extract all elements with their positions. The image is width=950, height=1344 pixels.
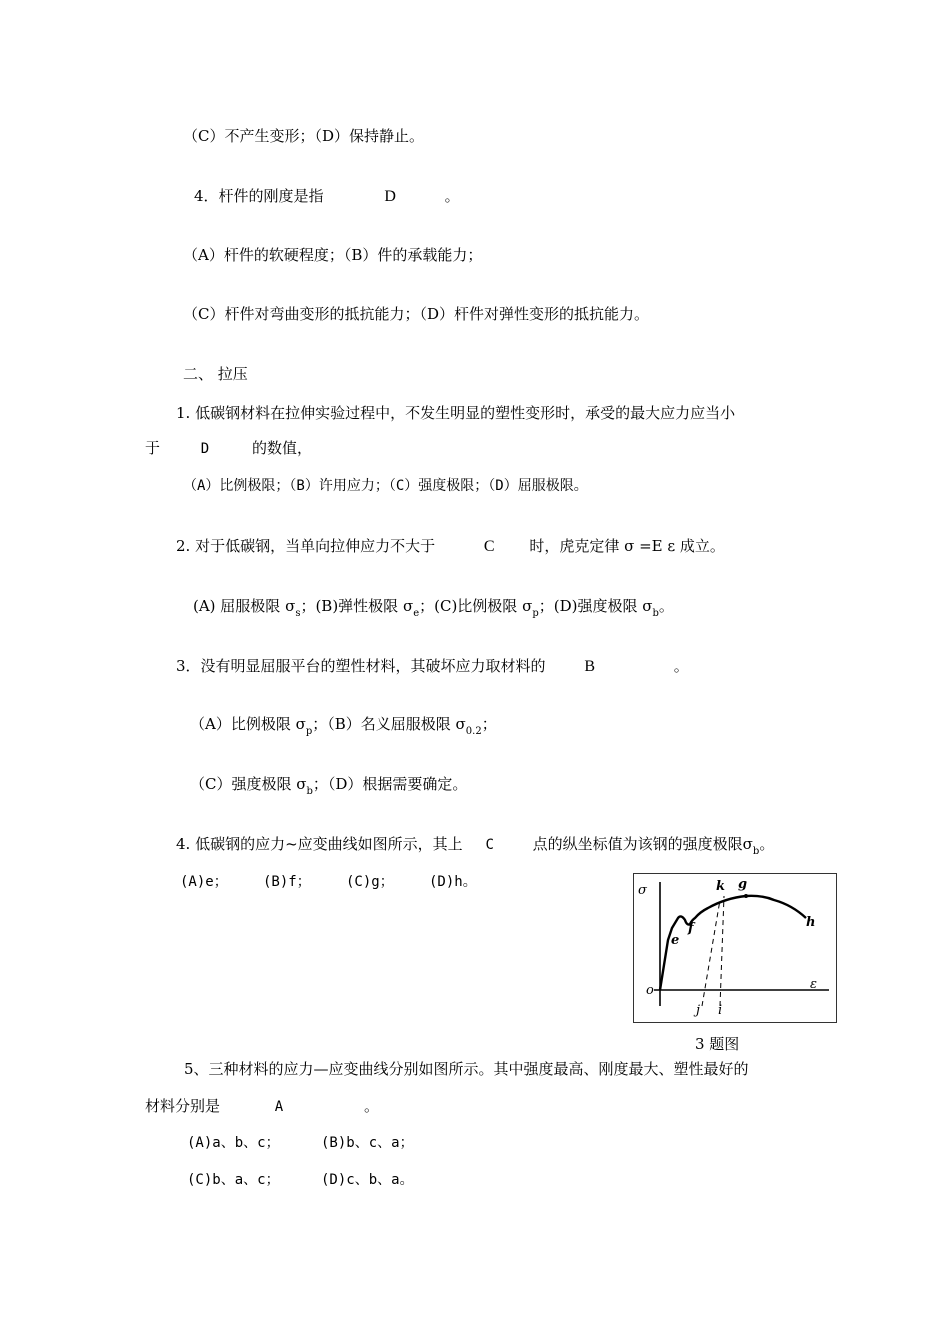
label-epsilon: ε (810, 977, 817, 992)
option-a: (A)e； (180, 874, 228, 890)
subscript: b (306, 786, 313, 797)
question-3-options-cd (190, 774, 467, 797)
label-f: f (688, 921, 694, 936)
option-c: (C)g； (346, 874, 394, 890)
label-e: e (671, 933, 680, 948)
label-sigma: σ (638, 883, 647, 898)
stress-strain-figure (633, 873, 837, 1023)
subscript: p (305, 726, 313, 737)
question-end: 。 (364, 1097, 380, 1115)
question-5-continued (145, 1096, 379, 1117)
label-j: j (696, 1003, 701, 1018)
question-end: 的数值， (252, 439, 313, 457)
question-text: 材料分别是 (145, 1097, 221, 1115)
question-4-stiffness (194, 186, 460, 207)
stress-strain-diagram (634, 874, 836, 1022)
question-end: 。 (673, 657, 689, 675)
answer: D (200, 441, 210, 457)
option-a: (A) 屈服极限 σ (193, 597, 296, 615)
option-d: (D)c、b、a。 (321, 1172, 414, 1188)
subscript: p (532, 608, 539, 619)
answer: C (483, 538, 495, 555)
subscript: b (752, 846, 760, 857)
options-cd: （C）杆件对弯曲变形的抵抗能力；（D）杆件对弹性变形的抵抗能力。 (183, 305, 650, 323)
question-4-curve (176, 834, 774, 857)
question-end: 时，虎克定律 σ =E ε 成立。 (529, 537, 725, 555)
option-a: （A）比例极限 σ (190, 715, 306, 733)
question-2-options (193, 596, 674, 619)
label-g: g (738, 877, 748, 892)
question-3-options-ab (190, 714, 497, 737)
question-text: 4. 低碳钢的应力~应变曲线如图所示，其上 (176, 835, 463, 853)
label-o: o (646, 983, 654, 998)
option-b: (B)b、c、a； (321, 1135, 414, 1151)
option-end: ； (481, 715, 497, 733)
subscript: e (413, 608, 420, 619)
question-text: 2. 对于低碳钢，当单向拉伸应力不大于 (176, 537, 436, 555)
question-end: 点的纵坐标值为该钢的强度极限σ (532, 835, 753, 853)
label-i: i (718, 1003, 723, 1018)
answer: A (274, 1099, 284, 1115)
option-b: ；(B)弹性极限 σ (300, 597, 414, 615)
stress-strain-curve (660, 896, 806, 990)
option-c: (C)b、a、c； (187, 1172, 280, 1188)
subscript: b (652, 608, 659, 619)
label-k: k (716, 879, 726, 894)
option-a: (A)a、b、c； (187, 1135, 280, 1151)
option-c: （C）强度极限 σ (190, 775, 307, 793)
subscript: s (295, 608, 301, 619)
question-1-text: 1. 低碳钢材料在拉伸实验过程中，不发生明显的塑性变形时，承受的最大应力应当小 (176, 404, 736, 422)
option-b: ；（B）名义屈服极限 σ (312, 715, 466, 733)
option-end: 。 (658, 597, 674, 615)
option-b: (B)f； (263, 874, 311, 890)
question-3 (176, 656, 689, 677)
question-text: 于 (145, 439, 161, 457)
question-2 (176, 536, 725, 557)
option-d: (D)h。 (429, 874, 477, 890)
question-5-options-ab (187, 1133, 414, 1153)
question-text: 3．没有明显屈服平台的塑性材料，其破坏应力取材料的 (176, 657, 546, 675)
question-1-continued (145, 438, 312, 459)
question-4-options (180, 872, 477, 892)
point-g (744, 894, 748, 898)
question-end: 。 (444, 187, 460, 205)
label-h: h (806, 915, 816, 930)
option-c: ；(C)比例极限 σ (419, 597, 533, 615)
option-d: ；（D）根据需要确定。 (312, 775, 468, 793)
answer: C (485, 837, 494, 853)
option-d: ；(D)强度极限 σ (538, 597, 653, 615)
figure-caption: 3 题图 (695, 1035, 740, 1053)
section-heading: 二、 拉压 (183, 365, 248, 383)
line-q3-tail: （C）不产生变形；（D）保持静止。 (183, 127, 425, 145)
question-1-options: （A）比例极限；（B）许用应力；（C）强度极限；（D）屈服极限。 (183, 478, 588, 494)
question-5-options-cd (187, 1170, 414, 1190)
options-ab: （A）杆件的软硬程度；（B）件的承载能力； (183, 246, 483, 264)
subscript: 0.2 (465, 726, 482, 737)
question-text: 4．杆件的刚度是指 (194, 187, 324, 205)
question-stop: 。 (759, 835, 775, 853)
question-5-text: 5、三种材料的应力—应变曲线分别如图所示。其中强度最高、刚度最大、塑性最好的 (184, 1060, 749, 1078)
answer: B (584, 658, 595, 675)
answer: D (384, 188, 396, 205)
